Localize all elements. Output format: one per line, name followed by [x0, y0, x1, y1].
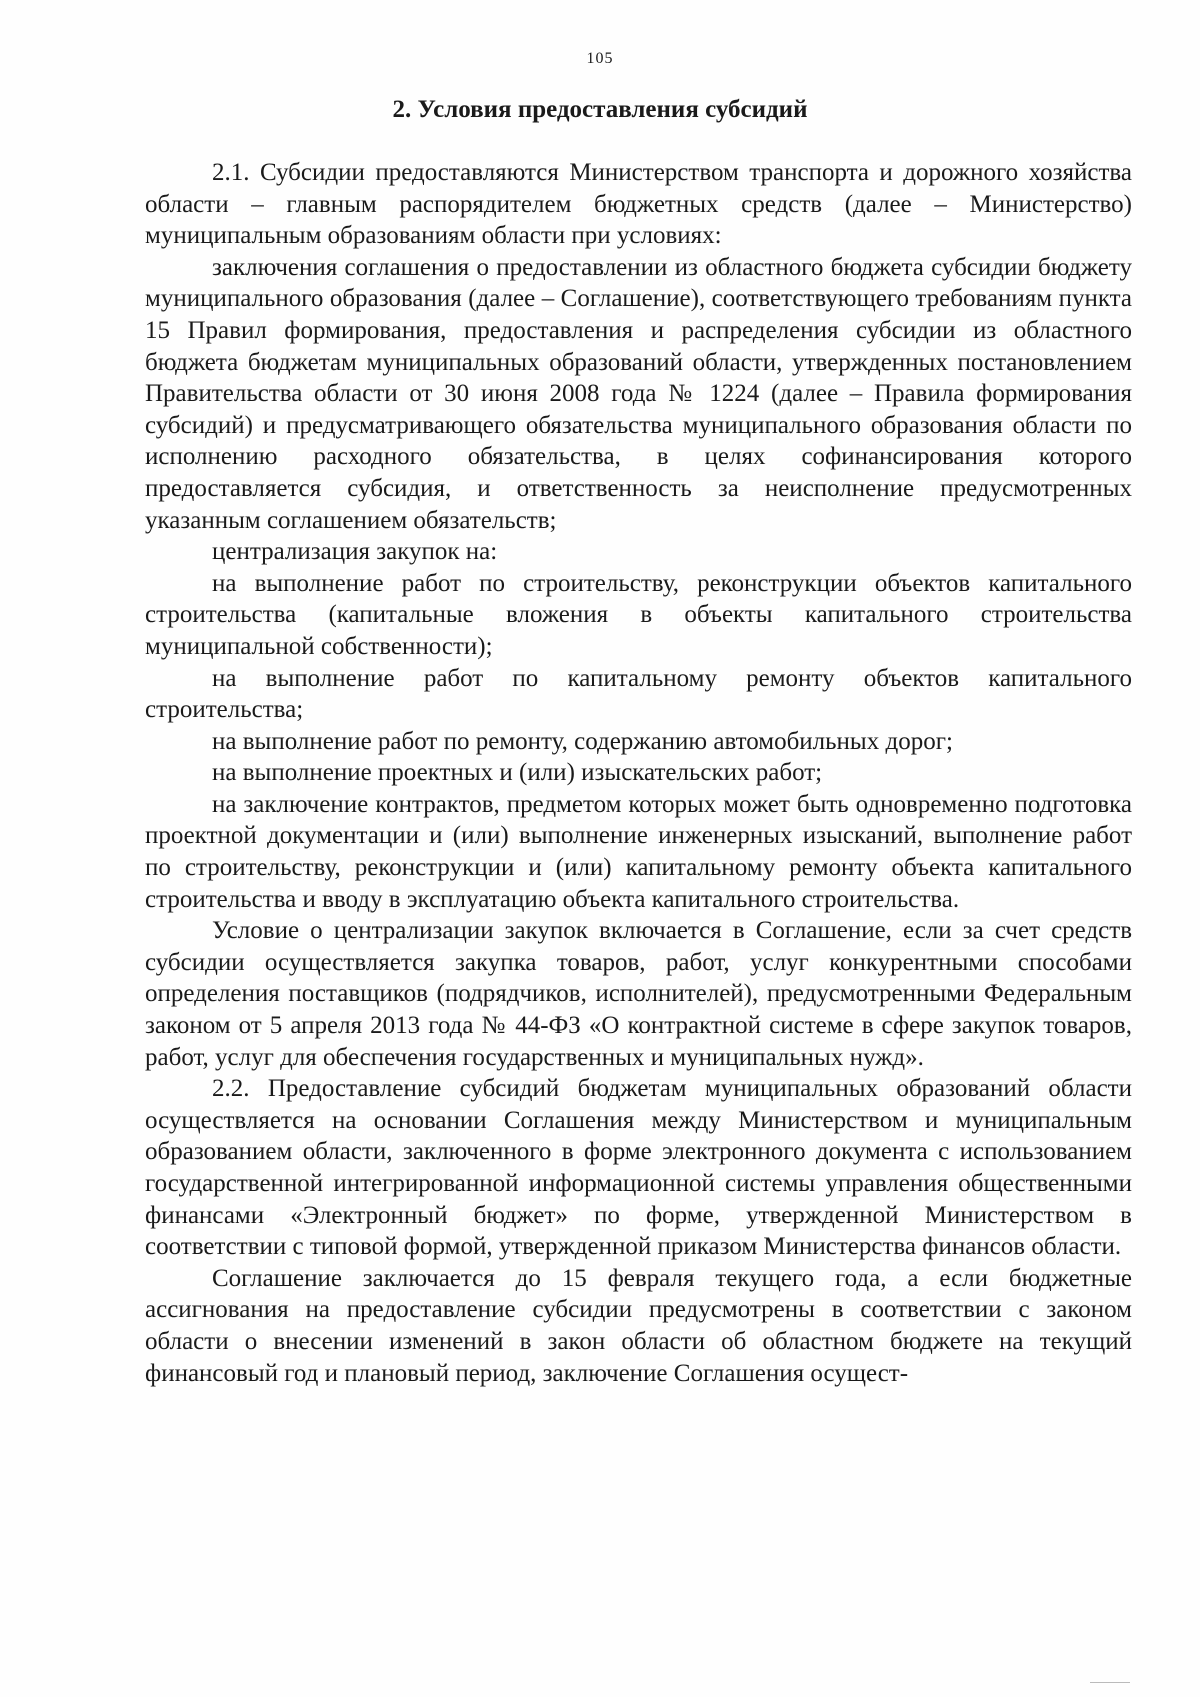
paragraph-procurement-centralization: централизация закупок на:	[212, 538, 498, 566]
list-item-construction: на выполнение работ по строительству, реконструкции объектов капитального строительства (капитальные вложения в объекты капитального строительства муниципальной собственности);	[145, 569, 1132, 660]
paragraph-agreement-condition: заключения соглашения о предоставлении из областного бюджета субсидии бюджету муниципального образования (далее – Соглашение), соответствующего требованиям пункта 15 Правил формирования, предоставления и распределения субсидии из областного бюджета бюджетам муниципальных образований области, утвержденных постановлением Правительства области от 30 июня 2008 года № 1224 (далее – Правила формирования субсидий) и предусматривающего обязательства муниципального образования области по исполнению расходного обязательства, в целях софинансирования которого предоставляется субсидия, и ответственность за неисполнение предусмотренных указанным соглашением обязательств;	[145, 253, 1132, 534]
paragraph-centralization-condition: Условие о централизации закупок включается в Соглашение, если за счет средств субсидии осуществляется закупка товаров, работ, услуг конкурентными способами определения поставщиков (подрядчиков, исполнителей), предусмотренными Федеральным законом от 5 апреля 2013 года № 44-ФЗ «О контрактной системе в сфере закупок товаров, работ, услуг для обеспечения государственных и муниципальных нужд».	[145, 917, 1132, 1071]
paragraph-2-2: 2.2. Предоставление субсидий бюджетам муниципальных образований области осуществляется на основании Соглашения между Министерством и муниципальным образованием области, заключенного в форме электронного документа с использованием государственной интегрированной информационной системы управления общественными финансами «Электронный бюджет» по форме, утвержденной Министерством в соответствии с типовой формой, утвержденной приказом Министерства финансов области.	[145, 1075, 1132, 1261]
list-item-design-survey: на выполнение проектных и (или) изыскательских работ;	[212, 759, 823, 787]
paragraph-2-1: 2.1. Субсидии предоставляются Министерством транспорта и дорожного хозяйства области – главным распорядителем бюджетных средств (далее – Министерство) муниципальным образованиям области при условиях:	[145, 159, 1132, 250]
list-item-road-repair: на выполнение работ по ремонту, содержанию автомобильных дорог;	[212, 727, 953, 755]
paragraph-agreement-deadline: Соглашение заключается до 15 февраля текущего года, а если бюджетные ассигнования на предоставление субсидии предусмотрены в соответствии с законом области о внесении изменений в закон области об областном бюджете на текущий финансовый год и плановый период, заключение Соглашения осущест-	[145, 1264, 1132, 1387]
list-item-contracts: на заключение контрактов, предметом которых может быть одновременно подготовка проектной документации и (или) выполнение инженерных изысканий, выполнение работ по строительству, реконструкции и (или) капитальному ремонту объекта капитального строительства и вводу в эксплуатацию объекта капитального строительства.	[145, 790, 1132, 913]
page-number: 105	[586, 50, 614, 67]
list-item-capital-repair: на выполнение работ по капитальному ремонту объектов капитального строительства;	[145, 664, 1132, 724]
scan-margin-mark	[1090, 1682, 1130, 1697]
body-text	[145, 157, 1132, 1389]
section-title: 2. Условия предоставления субсидий	[392, 96, 808, 123]
